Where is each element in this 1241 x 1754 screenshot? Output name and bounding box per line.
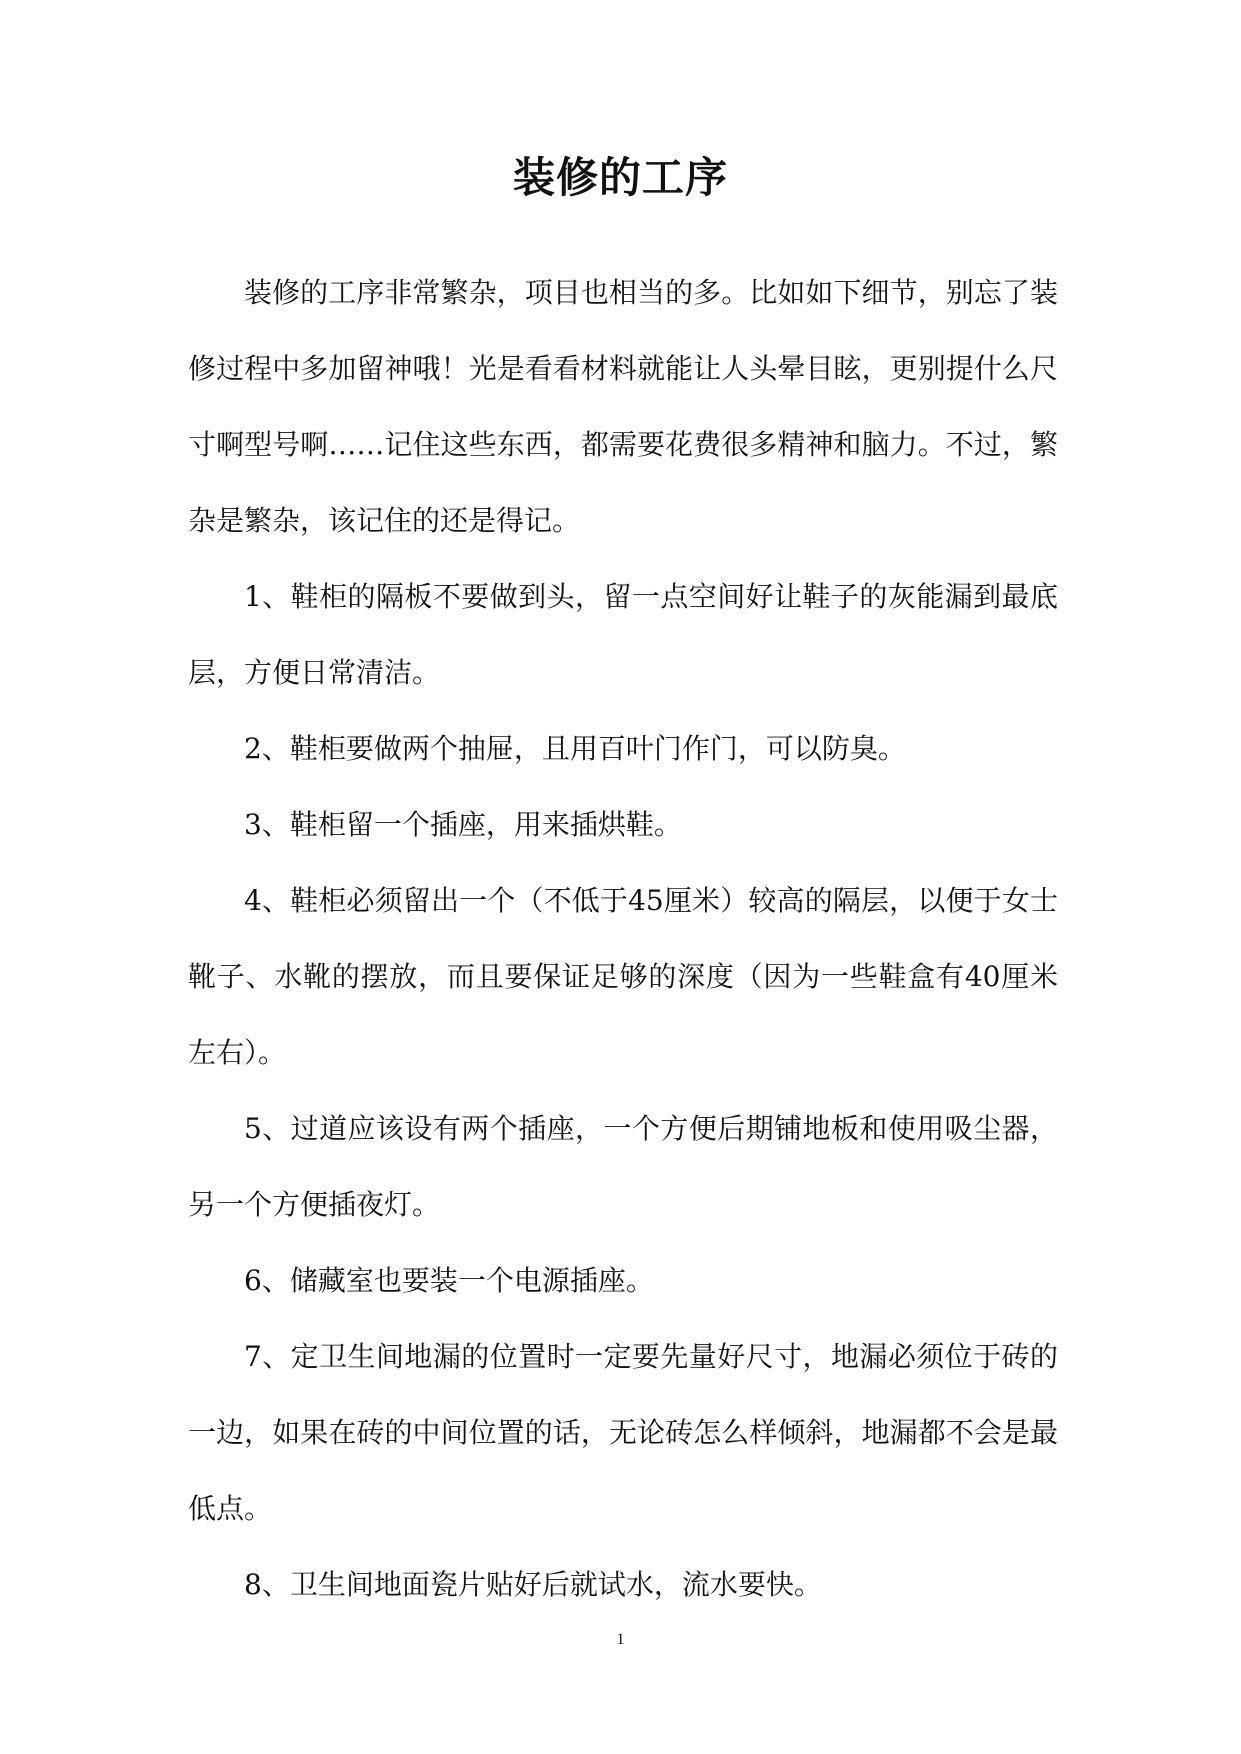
paragraph-item-1: 1、鞋柜的隔板不要做到头，留一点空间好让鞋子的灰能漏到最底层，方便日常清洁。: [188, 580, 1058, 689]
document-title: 装修的工序: [512, 153, 728, 202]
paragraph-item-5: 5、过道应该设有两个插座，一个方便后期铺地板和使用吸尘器，另一个方便插夜灯。: [188, 1112, 1058, 1221]
page-number: 1: [616, 1631, 625, 1648]
paragraph-item-2: 2、鞋柜要做两个抽屉，且用百叶门作门，可以防臭。: [244, 732, 906, 765]
paragraph-item-7: 7、定卫生间地漏的位置时一定要先量好尺寸，地漏必须位于砖的一边，如果在砖的中间位置的话，无论砖怎么样倾斜，地漏都不会是最低点。: [188, 1340, 1058, 1525]
paragraph-item-8: 8、卫生间地面瓷片贴好后就试水，流水要快。: [244, 1568, 822, 1601]
paragraph-item-3: 3、鞋柜留一个插座，用来插烘鞋。: [244, 808, 682, 841]
paragraph-intro: 装修的工序非常繁杂，项目也相当的多。比如如下细节，别忘了装修过程中多加留神哦！光是看看材料就能让人头晕目眩，更别提什么尺寸啊型号啊……记住这些东西，都需要花费很多精神和脑力。不过，繁杂是繁杂，该记住的还是得记。: [188, 276, 1058, 537]
document-body: [188, 255, 1058, 1623]
paragraph-item-4: 4、鞋柜必须留出一个（不低于45厘米）较高的隔层，以便于女士靴子、水靴的摆放，而且要保证足够的深度（因为一些鞋盒有40厘米左右）。: [188, 884, 1058, 1069]
paragraph-item-6: 6、储藏室也要装一个电源插座。: [244, 1264, 654, 1297]
